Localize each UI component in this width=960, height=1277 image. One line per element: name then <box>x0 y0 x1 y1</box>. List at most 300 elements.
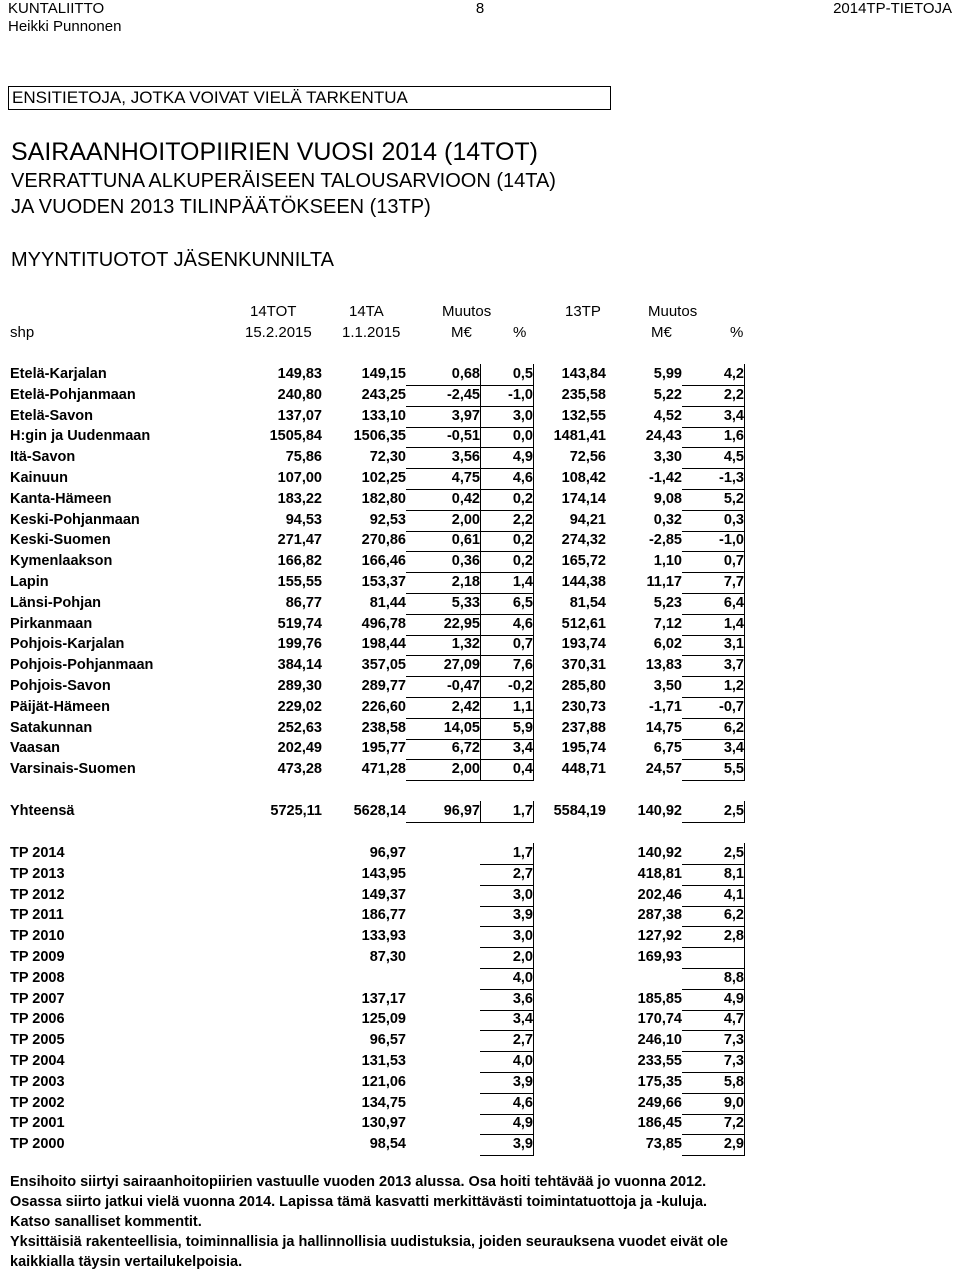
tot-2014: 252,63 <box>277 719 322 736</box>
tp-change-pct: 4,1 <box>723 886 744 903</box>
region-name: Itä-Savon <box>10 449 76 466</box>
change-meur: 137,17 <box>361 990 406 1007</box>
change-tp-pct: 3,1 <box>723 636 744 653</box>
change-ta-pct: 0,5 <box>512 366 533 382</box>
tp-change-meur: 170,74 <box>637 1011 682 1028</box>
change-tp-meur: 5,99 <box>653 366 682 382</box>
tp-change-pct: 8,1 <box>723 865 744 882</box>
year-label: TP 2006 <box>10 1011 65 1028</box>
tot-2014: 199,76 <box>277 636 322 653</box>
change-ta-meur: 0,42 <box>451 490 480 507</box>
change-ta-meur: 1,32 <box>451 636 480 653</box>
note-line: Katso sanalliset kommentit. <box>10 1214 202 1230</box>
ta-2014: 182,80 <box>361 490 406 507</box>
change-tp-pct: 0,7 <box>723 553 744 570</box>
change-tp-pct: -1,3 <box>719 470 744 486</box>
tot-2014: 155,55 <box>277 574 322 590</box>
col-header-muutos-2: Muutos <box>648 303 698 320</box>
change-ta-meur: 22,95 <box>443 615 480 632</box>
tp-change-meur: 186,45 <box>637 1115 682 1132</box>
change-tp-meur: 5,23 <box>653 594 682 611</box>
ta-2014: 243,25 <box>361 386 406 403</box>
change-ta-pct: 4,9 <box>512 449 533 466</box>
history-row <box>0 1113 960 1134</box>
tp-2013: 81,54 <box>569 594 606 611</box>
change-tp-pct: -1,0 <box>719 532 744 549</box>
note-line: Yksittäisiä rakenteellisia, toiminnallisia ja hallinnollisia uudistuksia, joiden seurauksena vuodet eivät ole <box>10 1234 728 1250</box>
header-author: Heikki Punnonen <box>8 18 122 35</box>
tp-2013: 230,73 <box>561 698 606 715</box>
region-name: Pohjois-Savon <box>10 678 111 694</box>
tot-2014: 289,30 <box>277 678 322 694</box>
table-row <box>0 676 960 697</box>
change-tp-pct: 5,2 <box>723 490 744 507</box>
change-meur: 131,53 <box>361 1053 406 1069</box>
history-row <box>0 1051 960 1072</box>
table-row <box>0 718 960 739</box>
change-tp-meur: 6,75 <box>653 740 682 757</box>
change-ta-pct: 0,0 <box>512 428 533 445</box>
region-name: Satakunnan <box>10 719 93 736</box>
change-ta-pct: 1,4 <box>512 574 533 590</box>
tp-change-meur: 246,10 <box>637 1032 682 1049</box>
ta-2014: 195,77 <box>361 740 406 757</box>
tot-2014: 229,02 <box>277 698 322 715</box>
table-row <box>0 510 960 531</box>
section-title: MYYNTITUOTOT JÄSENKUNNILTA <box>11 249 334 271</box>
change-ta-pct: 4,6 <box>512 615 533 632</box>
year-label: TP 2004 <box>10 1053 65 1069</box>
tp-change-meur: 233,55 <box>637 1053 682 1069</box>
change-ta-pct: 0,4 <box>512 761 533 778</box>
change-tp-meur: -1,42 <box>648 470 682 486</box>
change-tp-meur: 6,02 <box>653 636 682 653</box>
change-pct: 3,0 <box>512 928 533 945</box>
change-tp-meur: 5,22 <box>653 386 682 403</box>
change-meur: 121,06 <box>361 1073 406 1090</box>
tp-2013: 235,58 <box>561 386 606 403</box>
tp-2013: 237,88 <box>561 719 606 736</box>
col-header-shp: shp <box>10 324 35 341</box>
table-row <box>0 572 960 593</box>
tp-2013: 94,21 <box>569 511 606 528</box>
history-row <box>0 1093 960 1114</box>
change-ta-pct: 1,1 <box>512 698 533 715</box>
year-label: TP 2005 <box>10 1032 65 1049</box>
notes <box>10 1172 950 1272</box>
tp-change-meur: 140,92 <box>637 845 682 861</box>
ta-2014: 198,44 <box>361 636 406 653</box>
change-tp-pct: 5,5 <box>723 761 744 778</box>
tp-change-pct: 2,8 <box>723 928 744 945</box>
change-meur: 143,95 <box>361 865 406 882</box>
region-name: Kainuun <box>10 470 68 486</box>
notice-box: ENSITIETOJA, JOTKA VOIVAT VIELÄ TARKENTUA <box>8 86 611 110</box>
region-name: Vaasan <box>10 740 60 757</box>
tot-2014: 519,74 <box>277 615 322 632</box>
table-row <box>0 551 960 572</box>
region-name: Länsi-Pohjan <box>10 594 102 611</box>
change-tp-pct: 4,5 <box>723 449 744 466</box>
change-ta-meur: 2,00 <box>451 761 480 778</box>
col-header-date-2: 1.1.2015 <box>342 324 401 341</box>
ta-2014: 92,53 <box>369 511 406 528</box>
change-pct: 3,9 <box>512 1136 533 1153</box>
tp-2013: 448,71 <box>561 761 606 778</box>
tp-change-pct: 8,8 <box>723 969 744 986</box>
change-tp-pct: 6,4 <box>723 594 744 611</box>
col-header-muutos-1: Muutos <box>442 303 492 320</box>
tot-2014: 166,82 <box>277 553 322 570</box>
ta-2014: 5628,14 <box>353 803 406 819</box>
table-row <box>0 385 960 406</box>
change-ta-pct: 5,9 <box>512 719 533 736</box>
year-label: TP 2001 <box>10 1115 65 1132</box>
change-ta-meur: 2,18 <box>451 574 480 590</box>
col-header-13tp: 13TP <box>565 303 601 320</box>
ta-2014: 166,46 <box>361 553 406 570</box>
year-label: TP 2003 <box>10 1073 65 1090</box>
table-row <box>0 634 960 655</box>
tp-2013: 5584,19 <box>553 803 606 819</box>
change-meur: 130,97 <box>361 1115 406 1132</box>
change-tp-meur: 7,12 <box>653 615 682 632</box>
tp-change-meur: 202,46 <box>637 886 682 903</box>
tot-2014: 1505,84 <box>269 428 322 445</box>
region-name: Etelä-Savon <box>10 407 93 424</box>
change-pct: 4,0 <box>512 969 533 986</box>
change-pct: 4,6 <box>512 1094 533 1111</box>
total-label: Yhteensä <box>10 803 75 819</box>
tot-2014: 384,14 <box>277 657 322 674</box>
tot-2014: 240,80 <box>277 386 322 403</box>
change-pct: 1,7 <box>512 845 533 861</box>
region-name: Etelä-Pohjanmaan <box>10 386 136 403</box>
change-ta-pct: -0,2 <box>508 678 533 694</box>
change-tp-meur: 11,17 <box>646 574 682 590</box>
history-row <box>0 1134 960 1155</box>
ta-2014: 133,10 <box>361 407 406 424</box>
ta-2014: 270,86 <box>361 532 406 549</box>
note-line: Osassa siirto jatkui vielä vuonna 2014. Lapissa tämä kasvatti merkittävästi toimintatuottoja ja -kuluja. <box>10 1194 708 1210</box>
title-line-3: JA VUODEN 2013 TILINPÄÄTÖKSEEN (13TP) <box>11 196 431 218</box>
ta-2014: 72,30 <box>369 449 406 466</box>
change-tp-meur: 3,30 <box>653 449 682 466</box>
history-row <box>0 1009 960 1030</box>
tp-change-pct: 2,9 <box>723 1136 744 1153</box>
tot-2014: 271,47 <box>277 532 322 549</box>
change-ta-pct: 0,2 <box>512 490 533 507</box>
change-pct: 3,6 <box>512 990 533 1007</box>
table-row <box>0 697 960 718</box>
history-row <box>0 947 960 968</box>
history-row <box>0 864 960 885</box>
change-ta-pct: -1,0 <box>508 386 533 403</box>
tp-2013: 174,14 <box>561 490 606 507</box>
tot-2014: 183,22 <box>277 490 322 507</box>
ta-2014: 1506,35 <box>353 428 406 445</box>
tp-change-pct: 2,5 <box>723 845 744 861</box>
tot-2014: 473,28 <box>277 761 322 778</box>
change-tp-pct: 1,2 <box>723 678 744 694</box>
change-tp-meur: -2,85 <box>648 532 682 549</box>
change-tp-pct: 2,5 <box>723 803 744 819</box>
region-name: Pohjois-Pohjanmaan <box>10 657 154 674</box>
tp-change-meur: 249,66 <box>637 1094 682 1111</box>
change-tp-pct: 3,4 <box>723 740 744 757</box>
tp-change-pct: 7,3 <box>723 1032 744 1049</box>
history-row <box>0 905 960 926</box>
region-name: Pohjois-Karjalan <box>10 636 125 653</box>
change-ta-pct: 0,7 <box>512 636 533 653</box>
change-ta-meur: 3,56 <box>451 449 480 466</box>
tot-2014: 137,07 <box>277 407 322 424</box>
tot-2014: 149,83 <box>277 366 322 382</box>
table-row <box>0 426 960 447</box>
change-ta-meur: 27,09 <box>443 657 480 674</box>
ta-2014: 149,15 <box>361 366 406 382</box>
change-ta-meur: -0,51 <box>446 428 480 445</box>
tot-2014: 107,00 <box>277 470 322 486</box>
history-row <box>0 1072 960 1093</box>
year-label: TP 2002 <box>10 1094 65 1111</box>
col-header-pct-2: % <box>730 324 744 341</box>
change-meur: 149,37 <box>361 886 406 903</box>
tp-2013: 108,42 <box>561 470 606 486</box>
ta-2014: 102,25 <box>361 470 406 486</box>
ta-2014: 226,60 <box>361 698 406 715</box>
table-row <box>0 738 960 759</box>
region-name: Varsinais-Suomen <box>10 761 136 778</box>
year-label: TP 2014 <box>10 845 65 861</box>
table-row <box>0 447 960 468</box>
change-pct: 3,9 <box>512 907 533 924</box>
table-row <box>0 364 960 385</box>
tp-change-meur: 418,81 <box>637 865 682 882</box>
cell-border <box>682 947 745 969</box>
tot-2014: 86,77 <box>285 594 322 611</box>
ta-2014: 471,28 <box>361 761 406 778</box>
region-name: Päijät-Hämeen <box>10 698 110 715</box>
ta-2014: 238,58 <box>361 719 406 736</box>
table-row <box>0 593 960 614</box>
ta-2014: 81,44 <box>369 594 406 611</box>
year-label: TP 2010 <box>10 928 65 945</box>
change-pct: 3,4 <box>512 1011 533 1028</box>
table-row <box>0 759 960 780</box>
year-label: TP 2009 <box>10 949 65 965</box>
change-meur: 125,09 <box>361 1011 406 1028</box>
history-row <box>0 989 960 1010</box>
note-line: Ensihoito siirtyi sairaanhoitopiirien vastuulle vuoden 2013 alussa. Osa hoiti tehtävää jo vuonna 2012. <box>10 1174 707 1190</box>
tp-2013: 72,56 <box>569 449 606 466</box>
change-tp-meur: -1,71 <box>648 698 682 715</box>
change-tp-pct: 6,2 <box>723 719 744 736</box>
tp-2013: 195,74 <box>561 740 606 757</box>
change-ta-meur: 0,36 <box>451 553 480 570</box>
region-name: Kymenlaakson <box>10 553 113 570</box>
change-tp-meur: 24,43 <box>645 428 682 445</box>
year-label: TP 2012 <box>10 886 65 903</box>
tp-change-pct: 5,8 <box>723 1073 744 1090</box>
year-label: TP 2000 <box>10 1136 65 1153</box>
table-row <box>0 530 960 551</box>
change-ta-meur: 0,61 <box>451 532 480 549</box>
history-row <box>0 968 960 989</box>
change-ta-pct: 0,2 <box>512 532 533 549</box>
change-pct: 3,0 <box>512 886 533 903</box>
year-label: TP 2013 <box>10 865 65 882</box>
page-number: 8 <box>475 0 485 17</box>
history-row <box>0 926 960 947</box>
change-ta-meur: 0,68 <box>451 366 480 382</box>
col-header-date-1: 15.2.2015 <box>245 324 312 341</box>
tp-change-pct: 7,2 <box>723 1115 744 1132</box>
ta-2014: 289,77 <box>361 678 406 694</box>
change-tp-pct: 2,2 <box>723 386 744 403</box>
ta-2014: 357,05 <box>361 657 406 674</box>
change-tp-meur: 14,75 <box>645 719 682 736</box>
change-pct: 2,7 <box>512 1032 533 1049</box>
change-tp-pct: 3,4 <box>723 407 744 424</box>
change-tp-meur: 1,10 <box>653 553 682 570</box>
change-ta-meur: -2,45 <box>446 386 480 403</box>
change-ta-pct: 4,6 <box>512 470 533 486</box>
change-ta-pct: 7,6 <box>512 657 533 674</box>
change-pct: 2,0 <box>512 949 533 965</box>
change-meur: 134,75 <box>361 1094 406 1111</box>
change-meur: 133,93 <box>361 928 406 945</box>
change-tp-meur: 140,92 <box>637 803 682 819</box>
tp-change-pct: 7,3 <box>723 1053 744 1069</box>
change-meur: 96,97 <box>369 845 406 861</box>
tp-change-meur: 175,35 <box>637 1073 682 1090</box>
table-row <box>0 468 960 489</box>
change-tp-pct: 3,7 <box>723 657 744 674</box>
change-ta-meur: 2,00 <box>451 511 480 528</box>
year-label: TP 2007 <box>10 990 65 1007</box>
title-line-1: SAIRAANHOITOPIIRIEN VUOSI 2014 (14TOT) <box>11 138 539 166</box>
col-header-14ta: 14TA <box>349 303 384 320</box>
change-tp-pct: 4,2 <box>723 366 744 382</box>
header-org: KUNTALIITTO <box>8 0 105 17</box>
ta-2014: 496,78 <box>361 615 406 632</box>
change-ta-meur: 6,72 <box>451 740 480 757</box>
year-label: TP 2008 <box>10 969 65 986</box>
region-name: H:gin ja Uudenmaan <box>10 428 151 445</box>
change-pct: 2,7 <box>512 865 533 882</box>
history-row <box>0 1030 960 1051</box>
change-tp-meur: 13,83 <box>645 657 682 674</box>
change-ta-pct: 3,4 <box>512 740 533 757</box>
table-row <box>0 655 960 676</box>
change-tp-pct: -0,7 <box>719 698 744 715</box>
change-ta-meur: 14,05 <box>443 719 480 736</box>
change-pct: 4,0 <box>512 1053 533 1069</box>
change-tp-pct: 1,6 <box>723 428 744 445</box>
tot-2014: 202,49 <box>277 740 322 757</box>
change-pct: 4,9 <box>512 1115 533 1132</box>
tp-change-pct: 6,2 <box>723 907 744 924</box>
change-tp-meur: 4,52 <box>653 407 682 424</box>
tp-2013: 512,61 <box>561 615 606 632</box>
change-meur: 87,30 <box>369 949 406 965</box>
ta-2014: 153,37 <box>361 574 406 590</box>
change-ta-pct: 6,5 <box>512 594 533 611</box>
col-header-meur-2: M€ <box>651 324 672 341</box>
header-doc: 2014TP-TIETOJA <box>833 0 952 17</box>
change-meur: 98,54 <box>369 1136 406 1153</box>
title-line-2: VERRATTUNA ALKUPERÄISEEN TALOUSARVIOON (14TA) <box>11 170 556 192</box>
change-ta-meur: 3,97 <box>451 407 480 424</box>
region-name: Etelä-Karjalan <box>10 366 107 382</box>
region-name: Lapin <box>10 574 49 590</box>
change-meur: 186,77 <box>361 907 406 924</box>
year-label: TP 2011 <box>10 907 64 924</box>
tp-change-pct: 4,9 <box>723 990 744 1007</box>
change-meur: 96,57 <box>369 1032 406 1049</box>
history-row <box>0 885 960 906</box>
change-ta-pct: 0,2 <box>512 553 533 570</box>
tot-2014: 5725,11 <box>270 803 322 819</box>
region-name: Kanta-Hämeen <box>10 490 112 507</box>
change-tp-meur: 9,08 <box>653 490 682 507</box>
change-ta-pct: 1,7 <box>512 803 533 819</box>
change-tp-meur: 0,32 <box>653 511 682 528</box>
col-header-pct-1: % <box>513 324 527 341</box>
change-ta-meur: -0,47 <box>446 678 480 694</box>
col-header-meur-1: M€ <box>451 324 472 341</box>
change-ta-meur: 5,33 <box>451 594 480 611</box>
change-pct: 3,9 <box>512 1073 533 1090</box>
tp-2013: 144,38 <box>561 574 606 590</box>
tp-2013: 1481,41 <box>553 428 606 445</box>
change-ta-meur: 2,42 <box>451 698 480 715</box>
tp-change-meur: 185,85 <box>637 990 682 1007</box>
col-header-14tot: 14TOT <box>250 303 297 320</box>
change-ta-pct: 2,2 <box>512 511 533 528</box>
table-row <box>0 406 960 427</box>
tot-2014: 75,86 <box>285 449 322 466</box>
tp-2013: 370,31 <box>561 657 606 674</box>
change-ta-meur: 4,75 <box>451 470 480 486</box>
tp-2013: 132,55 <box>561 407 606 424</box>
change-tp-pct: 7,7 <box>723 574 744 590</box>
tp-change-pct: 9,0 <box>723 1094 744 1111</box>
region-name: Keski-Pohjanmaan <box>10 511 140 528</box>
change-tp-pct: 1,4 <box>723 615 744 632</box>
tp-change-pct: 4,7 <box>723 1011 744 1028</box>
change-ta-meur: 96,97 <box>443 803 480 819</box>
tp-change-meur: 287,38 <box>637 907 682 924</box>
change-tp-meur: 3,50 <box>653 678 682 694</box>
tp-2013: 193,74 <box>561 636 606 653</box>
tp-change-meur: 73,85 <box>645 1136 682 1153</box>
tp-2013: 285,80 <box>561 678 606 694</box>
change-tp-pct: 0,3 <box>723 511 744 528</box>
region-name: Keski-Suomen <box>10 532 111 549</box>
tp-change-meur: 127,92 <box>637 928 682 945</box>
history-row <box>0 843 960 864</box>
tp-change-meur: 169,93 <box>637 949 682 965</box>
table-row <box>0 489 960 510</box>
region-name: Pirkanmaan <box>10 615 93 632</box>
tp-2013: 274,32 <box>561 532 606 549</box>
tp-2013: 143,84 <box>561 366 606 382</box>
total-row <box>0 801 960 822</box>
tot-2014: 94,53 <box>285 511 322 528</box>
table-row <box>0 614 960 635</box>
